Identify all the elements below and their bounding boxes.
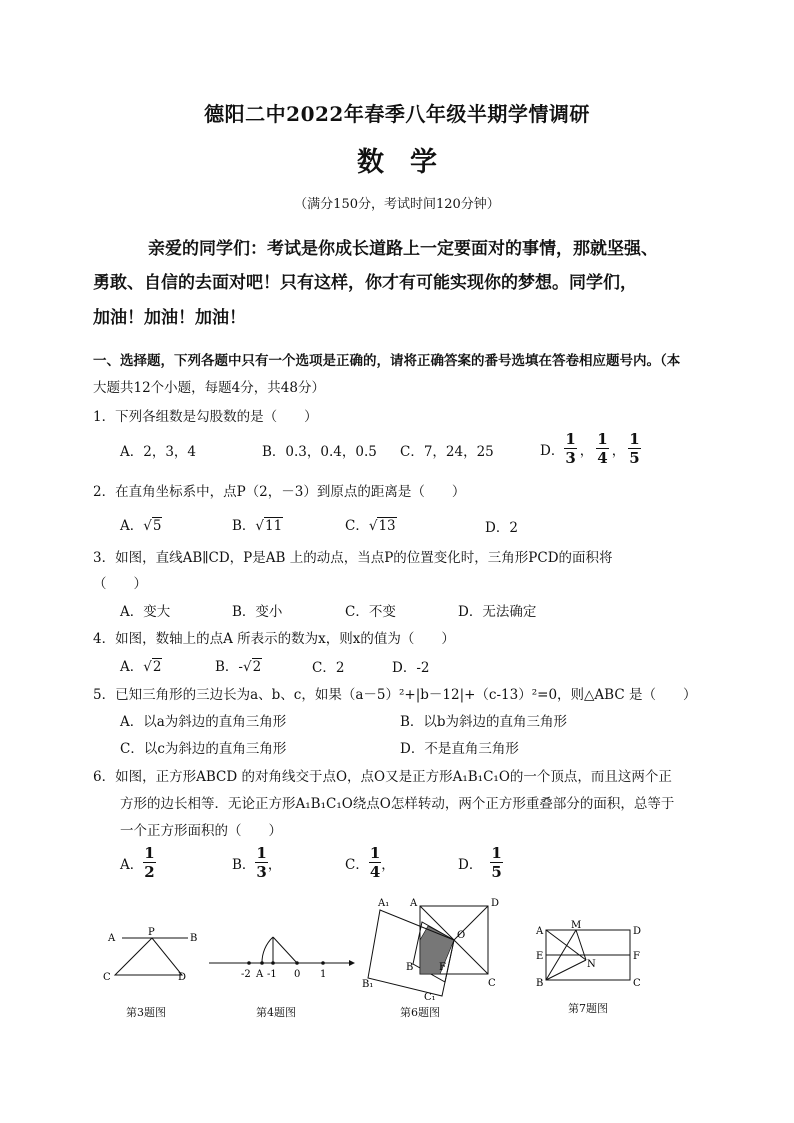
label-e: E xyxy=(536,951,544,962)
q1-d-fraction-1 xyxy=(564,432,576,466)
exam-title: 德阳二中2022年春季八年级半期学情调研 xyxy=(204,102,590,126)
label-a: A xyxy=(410,898,418,909)
q4-a-prefix: A． xyxy=(120,659,144,675)
fraction-numerator: 1 xyxy=(565,430,576,448)
label-p: P xyxy=(148,927,155,938)
fraction-numerator: 1 xyxy=(597,430,608,448)
section-1-heading: 一、选择题，下列各题中只有一个选项是正确的，请将正确答案的番号选填在答卷相应题号内。（本 xyxy=(93,353,681,369)
q1-option-b: B．0.3，0.4，0.5 xyxy=(262,444,377,460)
q4-option-b xyxy=(215,655,262,675)
fraction-denominator: 3 xyxy=(256,863,267,881)
label-d: D xyxy=(491,898,500,909)
q6-stem-line-2: 方形的边长相等．无论正方形A₁B₁C₁O绕点O怎样转动，两个正方形重叠部分的面积，总等于 xyxy=(120,796,675,812)
figure-7-caption: 第7题图 xyxy=(568,1002,608,1015)
q2-c-prefix: C． xyxy=(345,518,369,534)
label-c1: C₁ xyxy=(424,992,436,1003)
point-a xyxy=(260,961,264,965)
q3-option-d: D．无法确定 xyxy=(458,604,537,620)
fraction-denominator: 2 xyxy=(144,863,155,881)
subject-heading: 数学 xyxy=(357,147,463,178)
q4-option-d: D．-2 xyxy=(392,660,430,676)
label-b: B xyxy=(536,978,544,989)
q1-stem: 1．下列各组数是勾股数的是（ ） xyxy=(93,409,318,425)
q3-stem-line-2: （ ） xyxy=(93,576,147,592)
score-time-note: （满分150分，考试时间120分钟） xyxy=(294,197,500,212)
label-n: N xyxy=(587,959,596,970)
q6-b-prefix: B． xyxy=(232,857,256,873)
q2-option-b xyxy=(232,514,283,534)
motto-line-3: 加油！加油！加油！ xyxy=(93,308,246,328)
q5-option-a: A．以a为斜边的直角三角形 xyxy=(120,714,287,730)
figure-4-number-line xyxy=(205,925,355,980)
figure-6-caption: 第6题图 xyxy=(400,1006,440,1019)
label-d: D xyxy=(178,972,187,983)
tick-label: A xyxy=(256,969,264,980)
q5-option-c: C．以c为斜边的直角三角形 xyxy=(120,741,287,757)
q5-option-d: D．不是直角三角形 xyxy=(400,741,519,757)
tick-0 xyxy=(295,961,299,965)
q6-b-fraction xyxy=(255,846,267,880)
label-a1: A₁ xyxy=(378,898,390,909)
q6-a-fraction xyxy=(143,846,155,880)
sqrt-symbol: √11 xyxy=(255,518,283,534)
q6-option-a xyxy=(120,846,156,880)
q6-c-fraction xyxy=(369,846,381,880)
label-c: C xyxy=(488,978,496,989)
figure-3-caption: 第3题图 xyxy=(126,1006,166,1019)
q2-a-radicand: 5 xyxy=(152,518,162,534)
sqrt-symbol: √13 xyxy=(368,518,396,534)
label-b: B xyxy=(190,933,198,944)
figure-4-caption: 第4题图 xyxy=(256,1006,296,1019)
q6-d-fraction xyxy=(490,846,502,880)
q1-option-a: A．2，3，4 xyxy=(120,444,197,460)
fraction-denominator: 4 xyxy=(369,863,381,881)
q6-option-d xyxy=(458,846,503,880)
q1-d-fraction-3 xyxy=(628,432,640,466)
label-a: A xyxy=(108,933,116,944)
figure-3-diagram xyxy=(100,920,210,992)
tick-neg1 xyxy=(271,961,275,965)
motto-line-1: 亲爱的同学们：考试是你成长道路上一定要面对的事情，那就坚强、 xyxy=(148,239,658,259)
q4-option-a xyxy=(120,655,162,675)
motto-line-2: 勇敢、自信的去面对吧！只有这样，你才有可能实现你的梦想。同学们， xyxy=(93,273,637,293)
figure-7-rectangle xyxy=(530,920,650,992)
fraction-numerator: 1 xyxy=(629,430,640,448)
q2-b-radicand: 11 xyxy=(265,518,283,534)
label-m: M xyxy=(571,920,582,931)
q6-stem-line-1: 6．如图，正方形ABCD 的对角线交于点O，点O又是正方形A₁B₁C₁O的一个顶点，而且这两个正 xyxy=(93,769,672,785)
q3-option-b: B．变小 xyxy=(232,604,283,620)
q2-b-prefix: B． xyxy=(232,518,256,534)
tick-label: 1 xyxy=(320,969,327,980)
q6-b-suffix: ， xyxy=(267,857,282,873)
label-o: O xyxy=(457,930,466,941)
label-c: C xyxy=(103,972,111,983)
q1-option-d: D． $\frac{1}{3}$ ， $\frac{1}{4}$ ， $\frac{1}{5}$ xyxy=(540,430,640,467)
q1-option-c: C．7，24，25 xyxy=(400,444,494,460)
q3-option-c: C．不变 xyxy=(345,604,396,620)
q3-option-a: A．变大 xyxy=(120,604,171,620)
fraction-numerator: 1 xyxy=(256,844,267,862)
label-b: B xyxy=(406,962,414,973)
q2-a-prefix: A． xyxy=(120,518,144,534)
q5-option-b: B．以b为斜边的直角三角形 xyxy=(400,714,568,730)
tick-neg2 xyxy=(247,961,251,965)
fraction-numerator: 1 xyxy=(369,844,381,862)
q2-c-radicand: 13 xyxy=(378,518,396,534)
tick-label: -2 xyxy=(241,969,251,980)
fraction-numerator: 1 xyxy=(491,844,502,862)
q4-b-radicand: 2 xyxy=(252,659,262,675)
q2-option-d: D．2 xyxy=(485,520,518,536)
fraction-denominator: 5 xyxy=(629,449,640,467)
q4-b-prefix: B．- xyxy=(215,659,243,675)
section-1-note: 大题共12个小题，每题4分，共48分） xyxy=(93,380,325,396)
tick-label: 0 xyxy=(294,969,301,980)
hypotenuse-segment xyxy=(273,937,297,963)
q6-stem-line-3: 一个正方形面积的（ ） xyxy=(120,823,282,839)
q4-option-c: C．2 xyxy=(312,660,345,676)
q2-option-a xyxy=(120,514,162,534)
label-a: A xyxy=(536,926,544,937)
triangle-pcd xyxy=(115,938,182,975)
q4-stem: 4．如图，数轴上的点A 所表示的数为x，则x的值为（ ） xyxy=(93,631,455,647)
q5-stem: 5．已知三角形的三边长为a、b、c，如果（a－5）²+|b－12|+（c-13）²=0，则△ABC 是（ ） xyxy=(93,687,697,703)
q1-d-fraction-2 xyxy=(596,432,608,466)
label-c: C xyxy=(633,978,641,989)
tick-1 xyxy=(321,961,325,965)
sqrt-symbol: √2 xyxy=(242,659,262,675)
tick-label: -1 xyxy=(267,969,277,980)
label-f: F xyxy=(439,962,446,973)
fraction-denominator: 5 xyxy=(491,863,502,881)
q6-d-prefix: D． xyxy=(458,857,483,873)
q2-stem: 2．在直角坐标系中，点P（2，－3）到原点的距离是（ ） xyxy=(93,484,466,500)
label-f: F xyxy=(633,951,640,962)
fraction-numerator: 1 xyxy=(144,844,155,862)
figure-6-squares xyxy=(358,892,508,1004)
q6-a-prefix: A． xyxy=(120,857,144,873)
fraction-denominator: 3 xyxy=(565,449,576,467)
label-b1: B₁ xyxy=(362,979,374,990)
q1-d-prefix: D． xyxy=(540,443,565,459)
label-d: D xyxy=(633,926,642,937)
q6-c-suffix: ， xyxy=(381,857,395,873)
fraction-denominator: 4 xyxy=(597,449,608,467)
q6-c-prefix: C． xyxy=(345,857,369,873)
q3-stem-line-1: 3．如图，直线AB∥CD，P是AB 上的动点，当点P的位置变化时，三角形PCD的面积将 xyxy=(93,550,613,566)
sqrt-symbol: √2 xyxy=(143,659,162,675)
compass-arc xyxy=(262,937,273,963)
q2-option-c xyxy=(345,514,397,534)
q6-option-c xyxy=(345,846,395,880)
q6-option-b xyxy=(232,846,281,880)
q4-a-radicand: 2 xyxy=(152,659,162,675)
sqrt-symbol: √5 xyxy=(143,518,162,534)
axis-arrow xyxy=(349,960,355,966)
